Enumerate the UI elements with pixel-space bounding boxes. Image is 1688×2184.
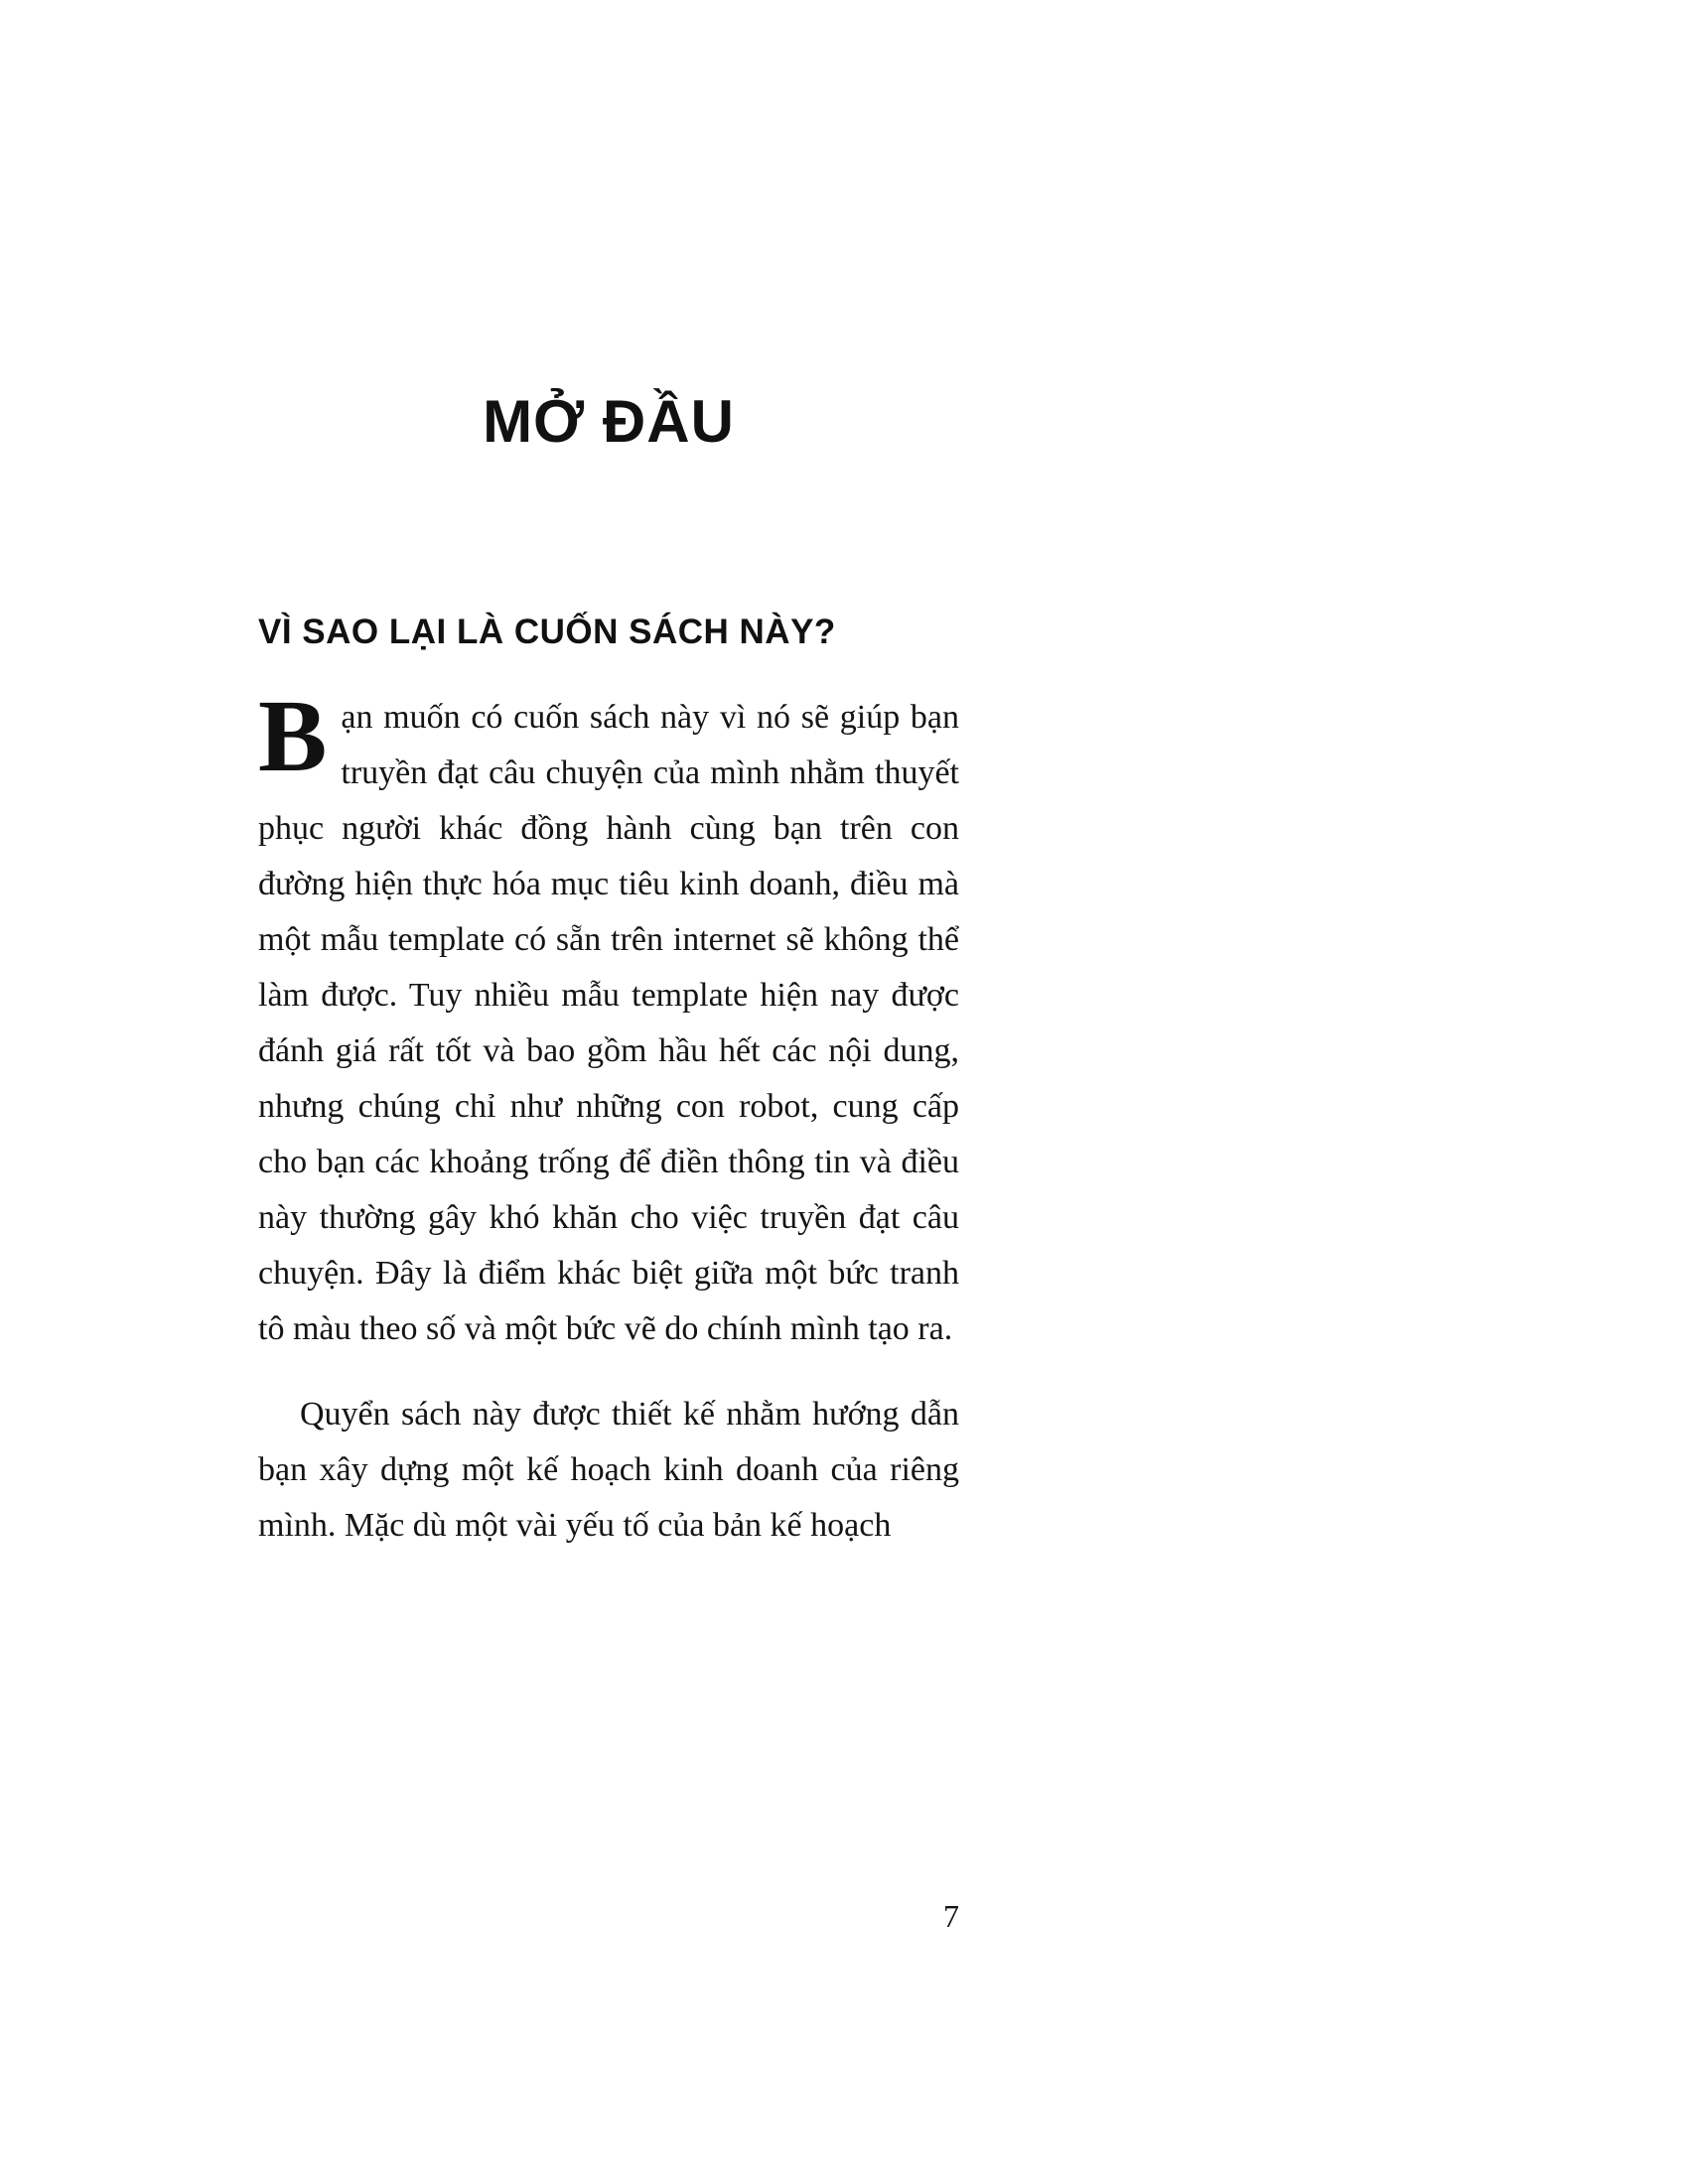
page-number: 7 <box>943 1898 959 1934</box>
paragraph-2: Quyển sách này được thiết kế nhằm hướng dẫn bạn xây dựng một kế hoạch kinh doanh của riêng mình. Mặc dù một vài yếu tố của bản kế hoạch <box>258 1396 959 1544</box>
chapter-title: MỞ ĐẦU <box>483 388 735 455</box>
dropcap-letter: B <box>258 679 328 793</box>
paragraph-1 <box>258 679 959 1357</box>
section-heading: VÌ SAO LẠI LÀ CUỐN SÁCH NÀY? <box>258 613 836 651</box>
page-content <box>258 387 959 1554</box>
paragraph-1-text: ạn muốn có cuốn sách này vì nó sẽ giúp bạn truyền đạt câu chuyện của mình nhằm thuyết phục người khác đồng hành cùng bạn trên con đường hiện thực hóa mục tiêu kinh doanh, điều mà một mẫu template có sẵn trên internet sẽ không thể làm được. Tuy nhiều mẫu template hiện nay được đánh giá rất tốt và bao gồm hầu hết các nội dung, nhưng chúng chỉ như những con robot, cung cấp cho bạn các khoảng trống để điền thông tin và điều này thường gây khó khăn cho việc truyền đạt câu chuyện. Đây là điểm khác biệt giữa một bức tranh tô màu theo số và một bức vẽ do chính mình tạo ra. <box>258 699 959 1347</box>
